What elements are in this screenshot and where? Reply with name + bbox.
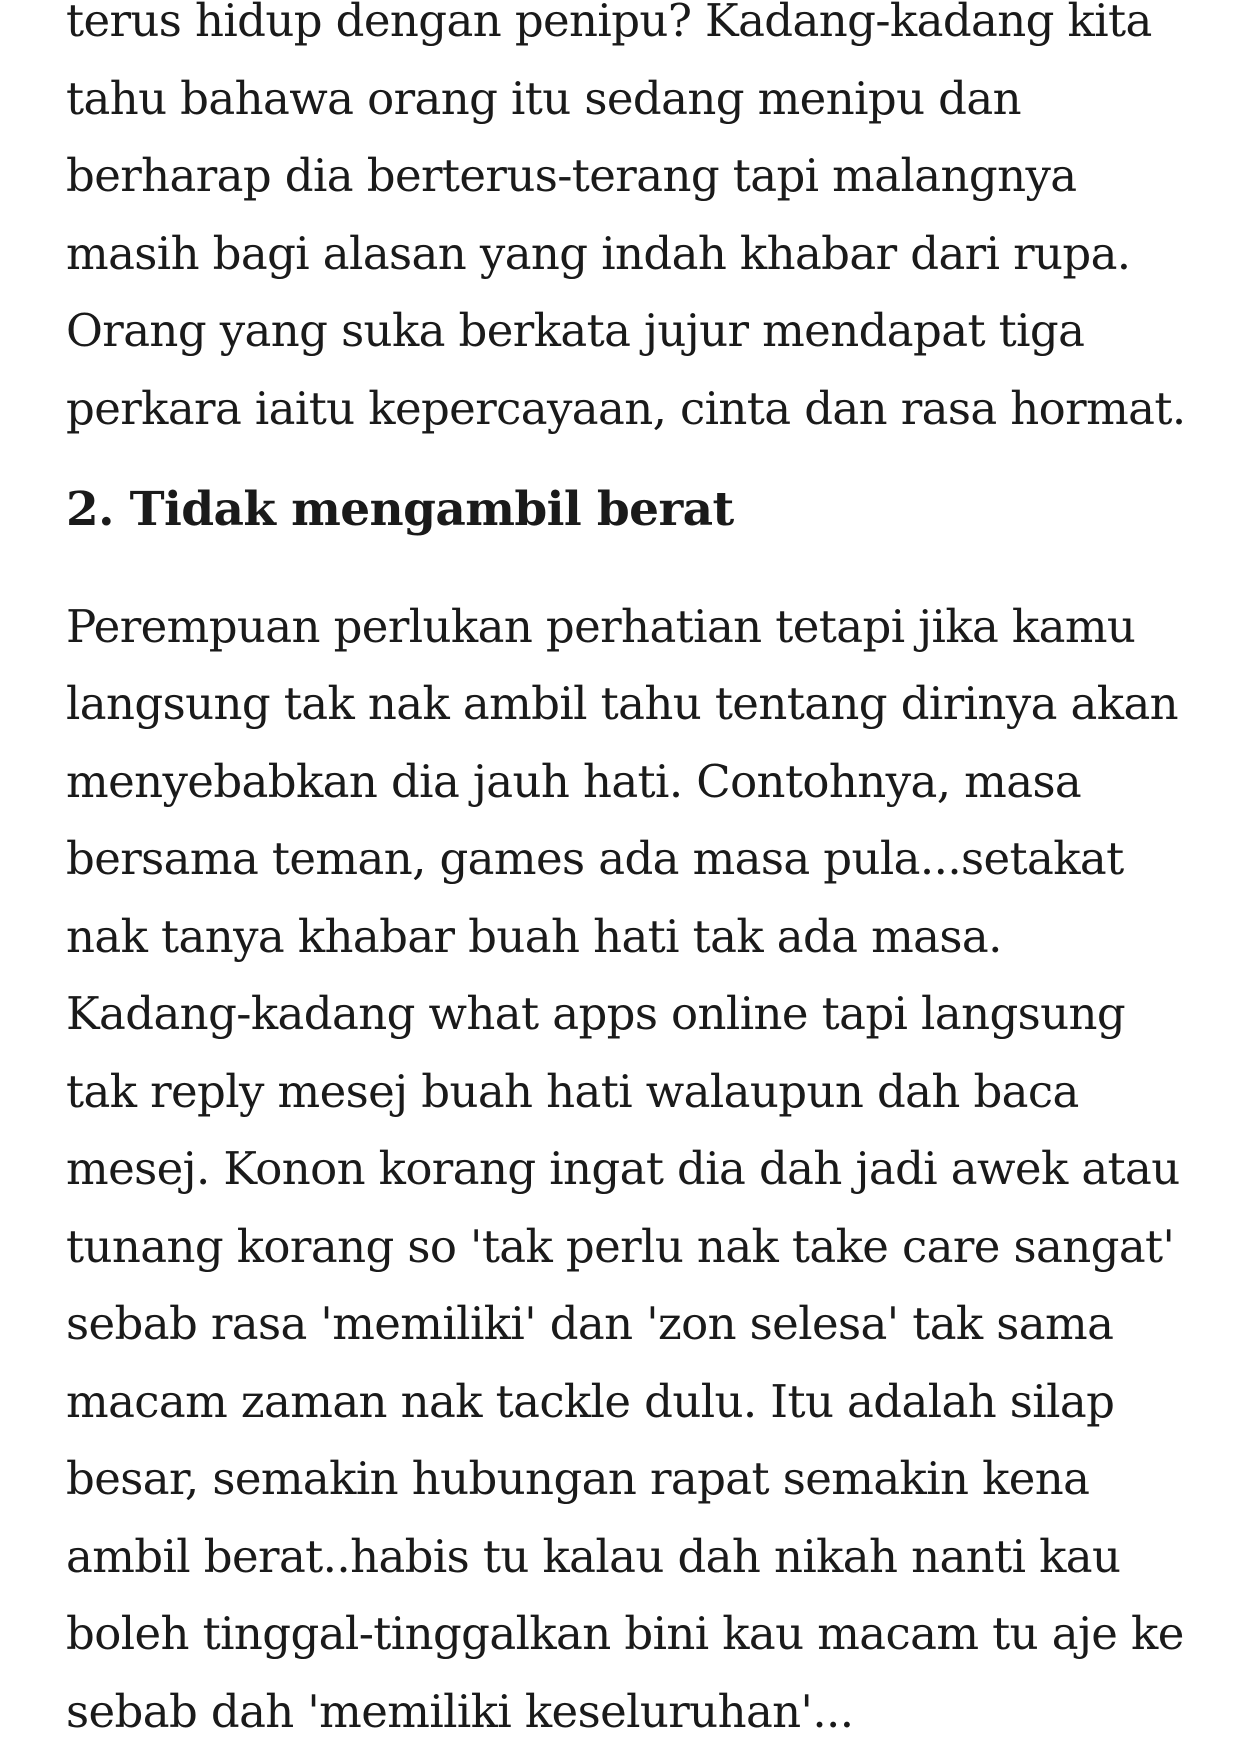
text-line: mesej. Konon korang ingat dia dah jadi awek atau xyxy=(66,1142,1180,1195)
text-line: Kadang-kadang what apps online tapi langsung xyxy=(66,987,1126,1040)
text-line: berharap dia berterus-terang tapi malangnya xyxy=(66,149,1077,202)
text-line: masih bagi alasan yang indah khabar dari rupa. xyxy=(66,226,1131,280)
paragraph-not-caring xyxy=(66,588,1196,1751)
section-heading: 2. Tidak mengambil berat xyxy=(66,482,734,537)
text-line: ambil berat..habis tu kalau dah nikah nanti kau xyxy=(66,1529,1121,1583)
text-line: nak tanya khabar buah hati tak ada masa. xyxy=(66,909,1002,963)
text-line: Orang yang suka berkata jujur mendapat tiga xyxy=(66,304,1085,357)
text-line: langsung tak nak ambil tahu tentang dirinya akan xyxy=(66,677,1179,730)
text-line: sebab dah 'memiliki keseluruhan'... xyxy=(66,1684,854,1738)
text-line: bersama teman, games ada masa pula...setakat xyxy=(66,832,1124,885)
text-line: besar, semakin hubungan rapat semakin kena xyxy=(66,1452,1090,1505)
text-line: boleh tinggal-tinggalkan bini kau macam tu aje ke xyxy=(66,1607,1184,1660)
text-line: Perempuan perlukan perhatian tetapi jika kamu xyxy=(66,599,1136,653)
text-line: macam zaman nak tackle dulu. Itu adalah silap xyxy=(66,1374,1115,1428)
text-line: tunang korang so 'tak perlu nak take care sangat' xyxy=(66,1219,1175,1273)
article-body xyxy=(66,0,1196,1750)
text-line: perkara iaitu kepercayaan, cinta dan rasa hormat. xyxy=(66,381,1186,435)
text-line: tak reply mesej buah hati walaupun dah baca xyxy=(66,1064,1079,1118)
text-line: menyebabkan dia jauh hati. Contohnya, masa xyxy=(66,754,1082,808)
text-line: tahu bahawa orang itu sedang menipu dan xyxy=(66,71,1021,125)
text-line: terus hidup dengan penipu? Kadang-kadang kita xyxy=(66,0,1152,47)
paragraph-dishonesty xyxy=(66,0,1196,447)
text-line: sebab rasa 'memiliki' dan 'zon selesa' tak sama xyxy=(66,1297,1114,1350)
